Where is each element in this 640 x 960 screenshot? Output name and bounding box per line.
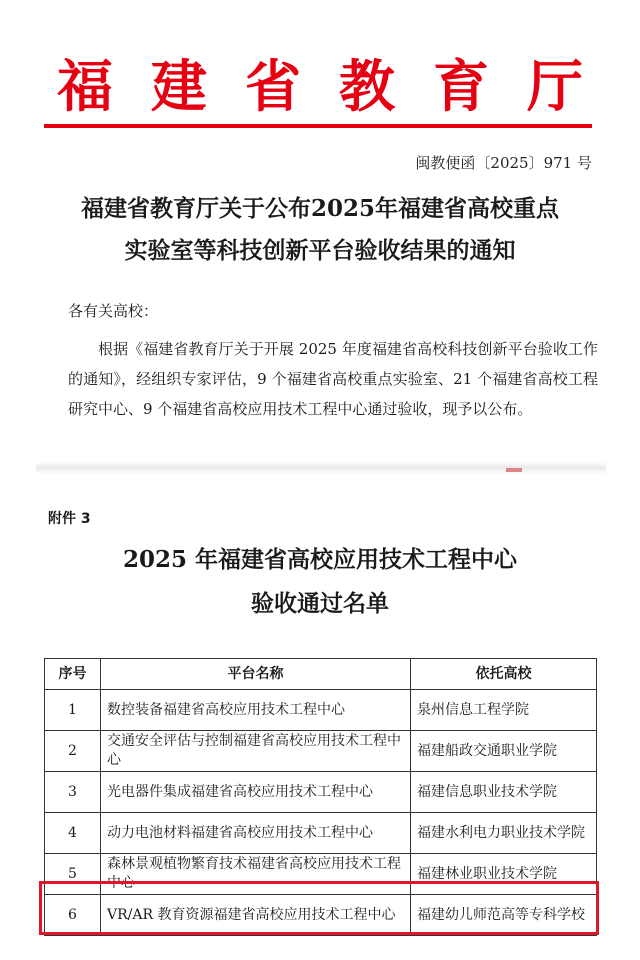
table-row: [45, 690, 597, 731]
row-index: 4: [45, 813, 101, 854]
table-row: [45, 772, 597, 813]
column-header-school: 依托高校: [411, 659, 597, 690]
notice-title-line2: 实验室等科技创新平台验收结果的通知: [124, 237, 516, 264]
row-index: 3: [45, 772, 101, 813]
notice-title-line1: 福建省教育厅关于公布2025年福建省高校重点: [80, 195, 559, 222]
row-platform: VR/AR 教育资源福建省高校应用技术工程中心: [101, 895, 411, 936]
row-platform: 光电器件集成福建省高校应用技术工程中心: [101, 772, 411, 813]
row-index: 5: [45, 854, 101, 895]
notice-title: [40, 188, 600, 272]
row-school: 福建信息职业技术学院: [411, 772, 597, 813]
row-index: 1: [45, 690, 101, 731]
document-number: 闽教便函〔2025〕971 号: [415, 154, 592, 172]
attachment-title-line2: 验收通过名单: [251, 590, 389, 617]
row-school: 福建水利电力职业技术学院: [411, 813, 597, 854]
row-school: 泉州信息工程学院: [411, 690, 597, 731]
row-platform: 动力电池材料福建省高校应用技术工程中心: [101, 813, 411, 854]
masthead-org-name: 福建省教育厅: [57, 54, 621, 120]
attachment-label: 附件 3: [48, 511, 91, 527]
row-index: 6: [45, 895, 101, 936]
notice-body: 根据《福建省教育厅关于开展 2025 年度福建省高校科技创新平台验收工作的通知》，经组织专家评估，9 个福建省高校重点实验室、21 个福建省高校工程研究中心、9 个福建省高校应用技术工程中心通过验收，现予以公布。: [68, 340, 598, 418]
row-platform: 数控装备福建省高校应用技术工程中心: [101, 690, 411, 731]
row-school: 福建林业职业技术学院: [411, 854, 597, 895]
results-table: [44, 658, 597, 936]
attachment-title-line1: 2025 年福建省高校应用技术工程中心: [122, 546, 518, 573]
table-row-highlighted: [45, 895, 597, 936]
table-row: [45, 854, 597, 895]
attachment-title: [0, 538, 640, 626]
row-index: 2: [45, 731, 101, 772]
salutation: 各有关高校：: [68, 302, 159, 320]
bottom-fade: [0, 940, 640, 960]
row-platform: 森林景观植物繁育技术福建省高校应用技术工程中心: [101, 854, 411, 895]
table-header-row: [45, 659, 597, 690]
row-school: 福建船政交通职业学院: [411, 731, 597, 772]
row-school: 福建幼儿师范高等专科学校: [411, 895, 597, 936]
masthead-red-rule: [44, 124, 592, 128]
table-row: [45, 813, 597, 854]
seal-fragment: [506, 468, 522, 472]
table-row: [45, 731, 597, 772]
row-platform: 交通安全评估与控制福建省高校应用技术工程中心: [101, 731, 411, 772]
column-header-platform: 平台名称: [101, 659, 411, 690]
column-header-index: 序号: [45, 659, 101, 690]
